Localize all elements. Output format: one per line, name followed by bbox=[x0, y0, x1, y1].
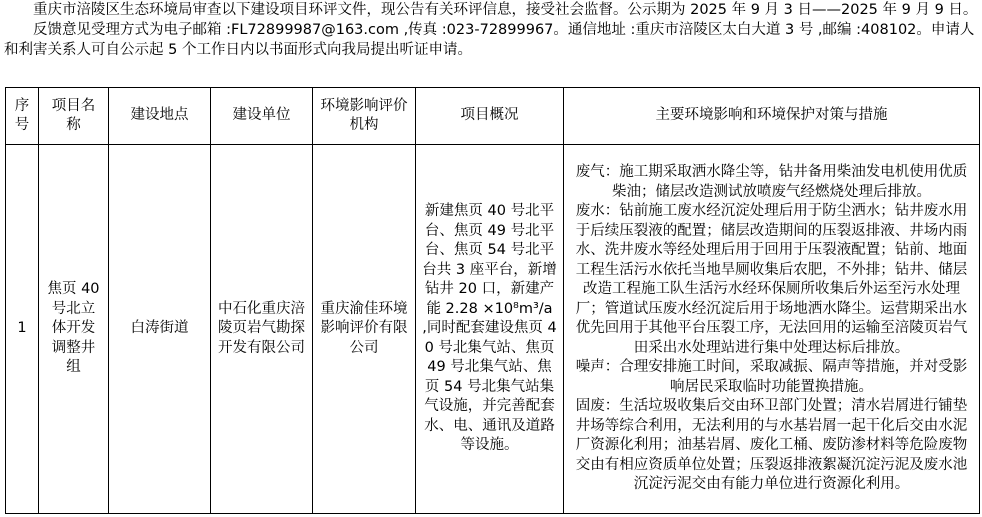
header-overview: 项目概况 bbox=[416, 88, 564, 145]
measure-exhaust-gas: 废气：施工期采取洒水降尘等，钻井备用柴油发电机使用优质柴油；储层改造测试放喷废气经燃烧处理后排放。 bbox=[575, 164, 968, 200]
header-project-name: 项目名称 bbox=[39, 88, 109, 145]
table-header-row bbox=[6, 88, 980, 145]
cell-location: 白涛街道 bbox=[109, 145, 211, 514]
cell-seq: 1 bbox=[6, 145, 39, 514]
measure-solid-waste: 固废：生活垃圾收集后交由环卫部门处置；清水岩屑进行铺垫井场等综合利用，无法利用的与水基岩屑一起干化后交由水泥厂资源化利用；油基岩屑、废化工桶、废防渗材料等危险废物交由有相应资质单位处置；压裂返排液絮凝沉淀污泥及废水池沉淀污泥交由有能力单位进行资源化利用。 bbox=[575, 398, 968, 493]
measure-wastewater: 废水：钻前施工废水经沉淀处理后用于防尘洒水；钻井废水用于后续压裂液的配置；储层改造期间的压裂返排液、井场内雨水、洗井废水等经处理后用于回用于压裂液配置；钻前、地面工程生活污水依托当地旱厕收集后农肥，不外排；钻井、储层改造工程施工队生活污水经环保厕所收集后外运至污水处理厂；管道试压废水经沉淀后用于场地洒水降尘。运营期采出水优先回用于其他平台压裂工序，无法回用的运输至涪陵页岩气田采出水处理站进行集中处理达标后排放。 bbox=[575, 203, 968, 356]
notice-paragraph-feedback: 反馈意见受理方式为电子邮箱 :FL72899987@163.com ,传真 :023-72899967。通信地址 :重庆市涪陵区太白大道 3 号 ,邮编 :408102。申请人和利害关系人可自公示起 5 个工作日内以书面形式向我局提出听证申请。 bbox=[4, 22, 975, 58]
cell-overview: 新建焦页 40 号北平台、焦页 49 号北平台、焦页 54 号北平台共 3 座平台，新增钻井 20 口，新建产能 2.28 ×10⁸m³/a ,同时配套建设焦页 40 号北集气站、焦页 49 号北集气站、焦页 54 号北集气站集气设施，并完善配套水、电、通讯及道路等设施。 bbox=[416, 145, 564, 514]
header-location: 建设地点 bbox=[109, 88, 211, 145]
header-measures: 主要环境影响和环境保护对策与措施 bbox=[564, 88, 980, 145]
cell-eia-agency: 重庆渝佳环境影响评价有限公司 bbox=[313, 145, 416, 514]
header-seq: 序号 bbox=[6, 88, 39, 145]
project-table bbox=[5, 87, 980, 514]
header-eia-agency: 环境影响评价机构 bbox=[313, 88, 416, 145]
table-row bbox=[6, 145, 980, 514]
notice-intro bbox=[0, 0, 982, 60]
cell-measures bbox=[564, 145, 980, 514]
header-construction-unit: 建设单位 bbox=[211, 88, 313, 145]
cell-construction-unit: 中石化重庆涪陵页岩气勘探开发有限公司 bbox=[211, 145, 313, 514]
notice-paragraph-publicity: 重庆市涪陵区生态环境局审查以下建设项目环评文件，现公告有关环评信息，接受社会监督。公示期为 2025 年 9 月 3 日——2025 年 9 月 9 日。 bbox=[33, 2, 978, 18]
cell-project-name: 焦页 40 号北立体开发调整井组 bbox=[39, 145, 109, 514]
measure-noise: 噪声：合理安排施工时间，采取减振、隔声等措施，并对受影响居民采取临时功能置换措施。 bbox=[575, 359, 968, 395]
